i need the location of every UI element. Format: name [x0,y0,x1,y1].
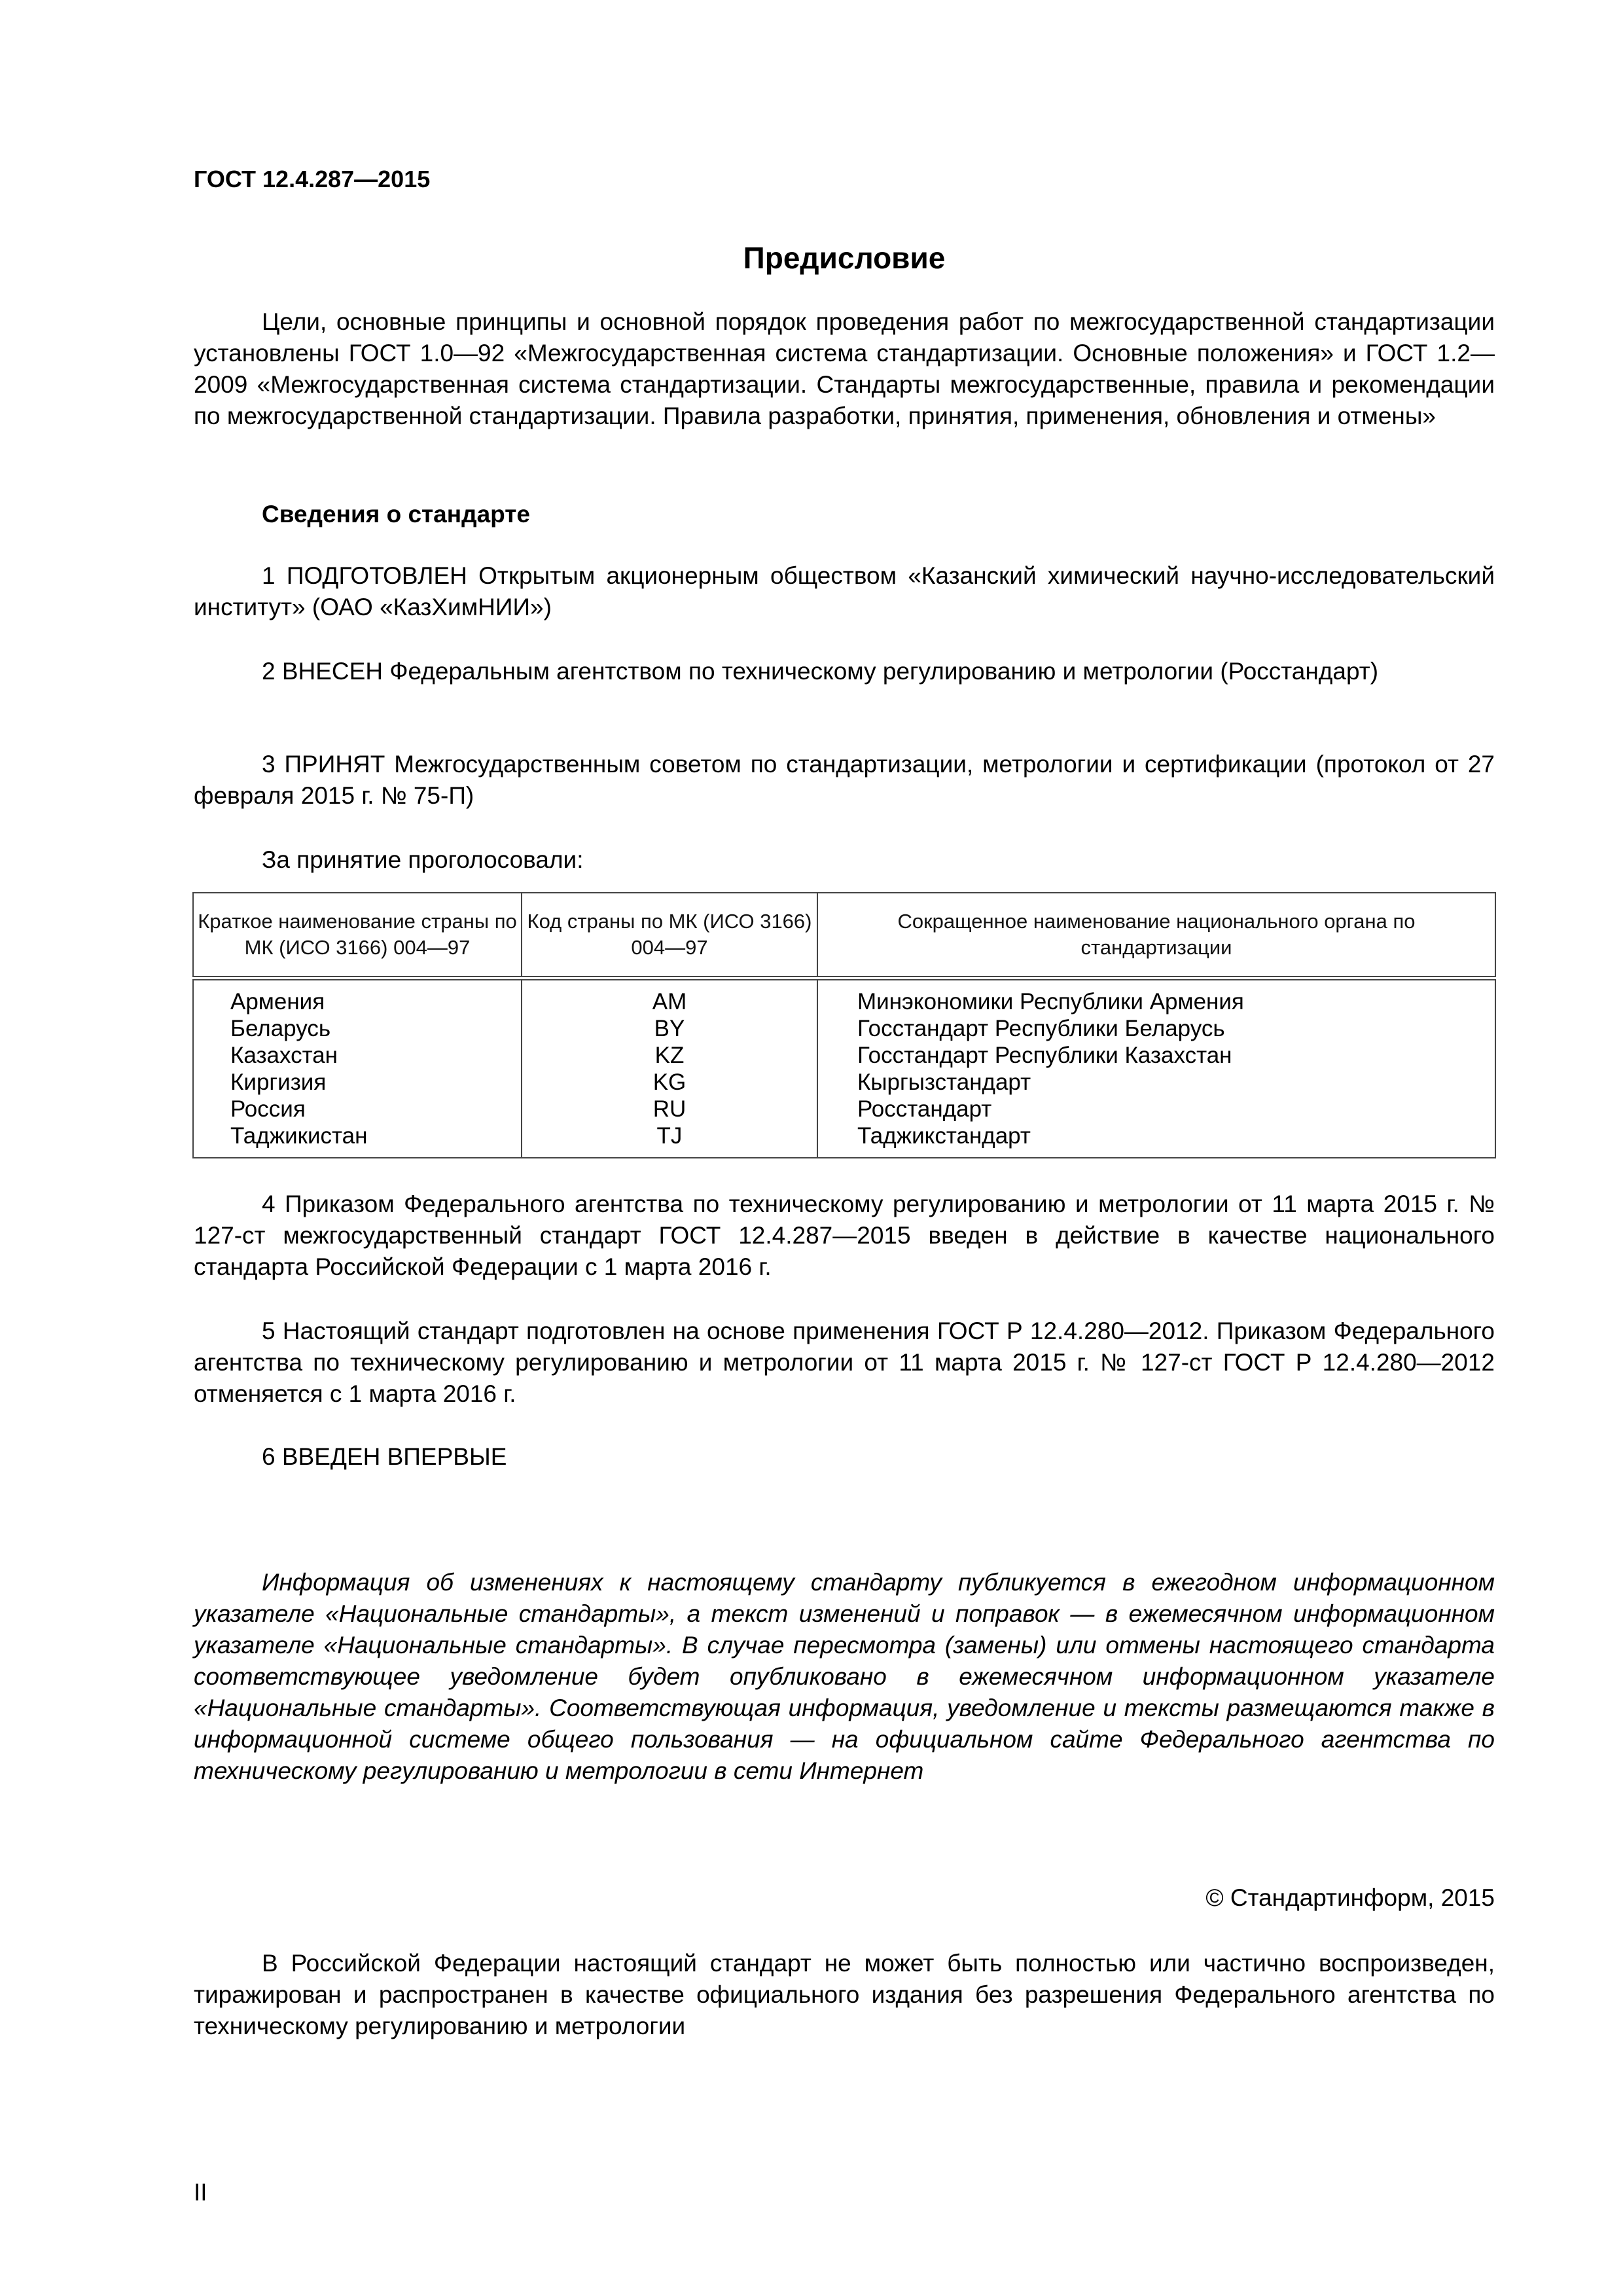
table-row [193,1042,1495,1069]
country-cell: Россия [193,1096,522,1122]
table-row [193,1096,1495,1122]
table-row [193,978,1495,1016]
copyright-notice: © Стандартинформ, 2015 [1205,1884,1495,1911]
item-4-order: 4 Приказом Федерального агентства по техническому регулированию и метрологии от 11 марта 2015 г. № 127-ст межгосударственный стандарт ГОСТ 12.4.287—2015 введен в действие в качестве национального стандарта Российской Федерации с 1 марта 2016 г. [194,1191,1495,1280]
item-5-basis: 5 Настоящий стандарт подготовлен на основе применения ГОСТ Р 12.4.280—2012. Приказом Федерального агентства по техническому регулированию и метрологии от 11 марта 2015 г. № 127-ст ГОСТ Р 12.4.280—2012 отменяется с 1 марта 2016 г. [194,1318,1495,1407]
reproduction-notice: В Российской Федерации настоящий стандарт не может быть полностью или частично воспроизведен, тиражирован и распространен в качестве официального издания без разрешения Федерального агентства по техническому регулированию и метрологии [194,1950,1495,2039]
column-header-country-name: Краткое наименование страны по МК (ИСО 3166) 004—97 [193,893,522,978]
table-row [193,1015,1495,1042]
table-header-row [193,893,1495,978]
table-row [193,1122,1495,1158]
amendments-notice: Информация об изменениях к настоящему стандарту публикуется в ежегодном информационном указателе «Национальные стандарты», а текст изменений и поправок — в ежемесячном информационном указателе «Национальные стандарты». В случае пересмотра (замены) или отмены настоящего стандарта соответствующее уведомление будет опубликовано в ежемесячном информационном указателе «Национальные стандарты». Соответствующая информация, уведомление и тексты размещаются также в информационной системе общего пользования — на официальном сайте Федерального агентства по техническому регулированию и метрологии в сети Интернет [194,1569,1495,1784]
country-cell: Таджикистан [193,1122,522,1158]
table-row [193,1069,1495,1096]
country-code-cell: TJ [522,1122,817,1158]
national-body-cell: Госстандарт Республики Казахстан [817,1042,1495,1069]
standard-info-heading: Сведения о стандарте [262,501,530,528]
item-6-first-introduced: 6 ВВЕДЕН ВПЕРВЫЕ [262,1443,507,1470]
national-body-cell: Госстандарт Республики Беларусь [817,1015,1495,1042]
national-body-cell: Росстандарт [817,1096,1495,1122]
country-code-cell: KZ [522,1042,817,1069]
preface-title: Предисловие [743,241,946,275]
national-body-cell: Таджикстандарт [817,1122,1495,1158]
national-body-cell: Кыргызстандарт [817,1069,1495,1096]
preface-intro-paragraph: Цели, основные принципы и основной порядок проведения работ по межгосударственной стандартизации установлены ГОСТ 1.0—92 «Межгосударственная система стандартизации. Основные положения» и ГОСТ 1.2—2009 «Межгосударственная система стандартизации. Стандарты межгосударственные, правила и рекомендации по межгосударственной стандартизации. Правила разработки, принятия, применения, обновления и отмены» [194,308,1495,429]
country-code-cell: AM [522,978,817,1016]
country-cell: Казахстан [193,1042,522,1069]
country-cell: Киргизия [193,1069,522,1096]
national-body-cell: Минэкономики Республики Армения [817,978,1495,1016]
country-code-cell: BY [522,1015,817,1042]
column-header-country-code: Код страны по МК (ИСО 3166) 004—97 [522,893,817,978]
country-code-cell: RU [522,1096,817,1122]
country-cell: Беларусь [193,1015,522,1042]
country-code-cell: KG [522,1069,817,1096]
item-2-submitted: 2 ВНЕСЕН Федеральным агентством по техническому регулированию и метрологии (Росстандарт) [262,658,1379,685]
page-number: II [194,2179,207,2206]
voting-countries-table [192,892,1496,1158]
voted-intro: За принятие проголосовали: [262,846,584,873]
column-header-national-body: Сокращенное наименование национального органа по стандартизации [817,893,1495,978]
document-code-header: ГОСТ 12.4.287—2015 [194,166,431,192]
country-cell: Армения [193,978,522,1016]
item-1-prepared: 1 ПОДГОТОВЛЕН Открытым акционерным обществом «Казанский химический научно-исследовательский институт» (ОАО «КазХимНИИ») [194,562,1495,620]
item-3-adopted: 3 ПРИНЯТ Межгосударственным советом по стандартизации, метрологии и сертификации (протокол от 27 февраля 2015 г. № 75-П) [194,751,1495,809]
